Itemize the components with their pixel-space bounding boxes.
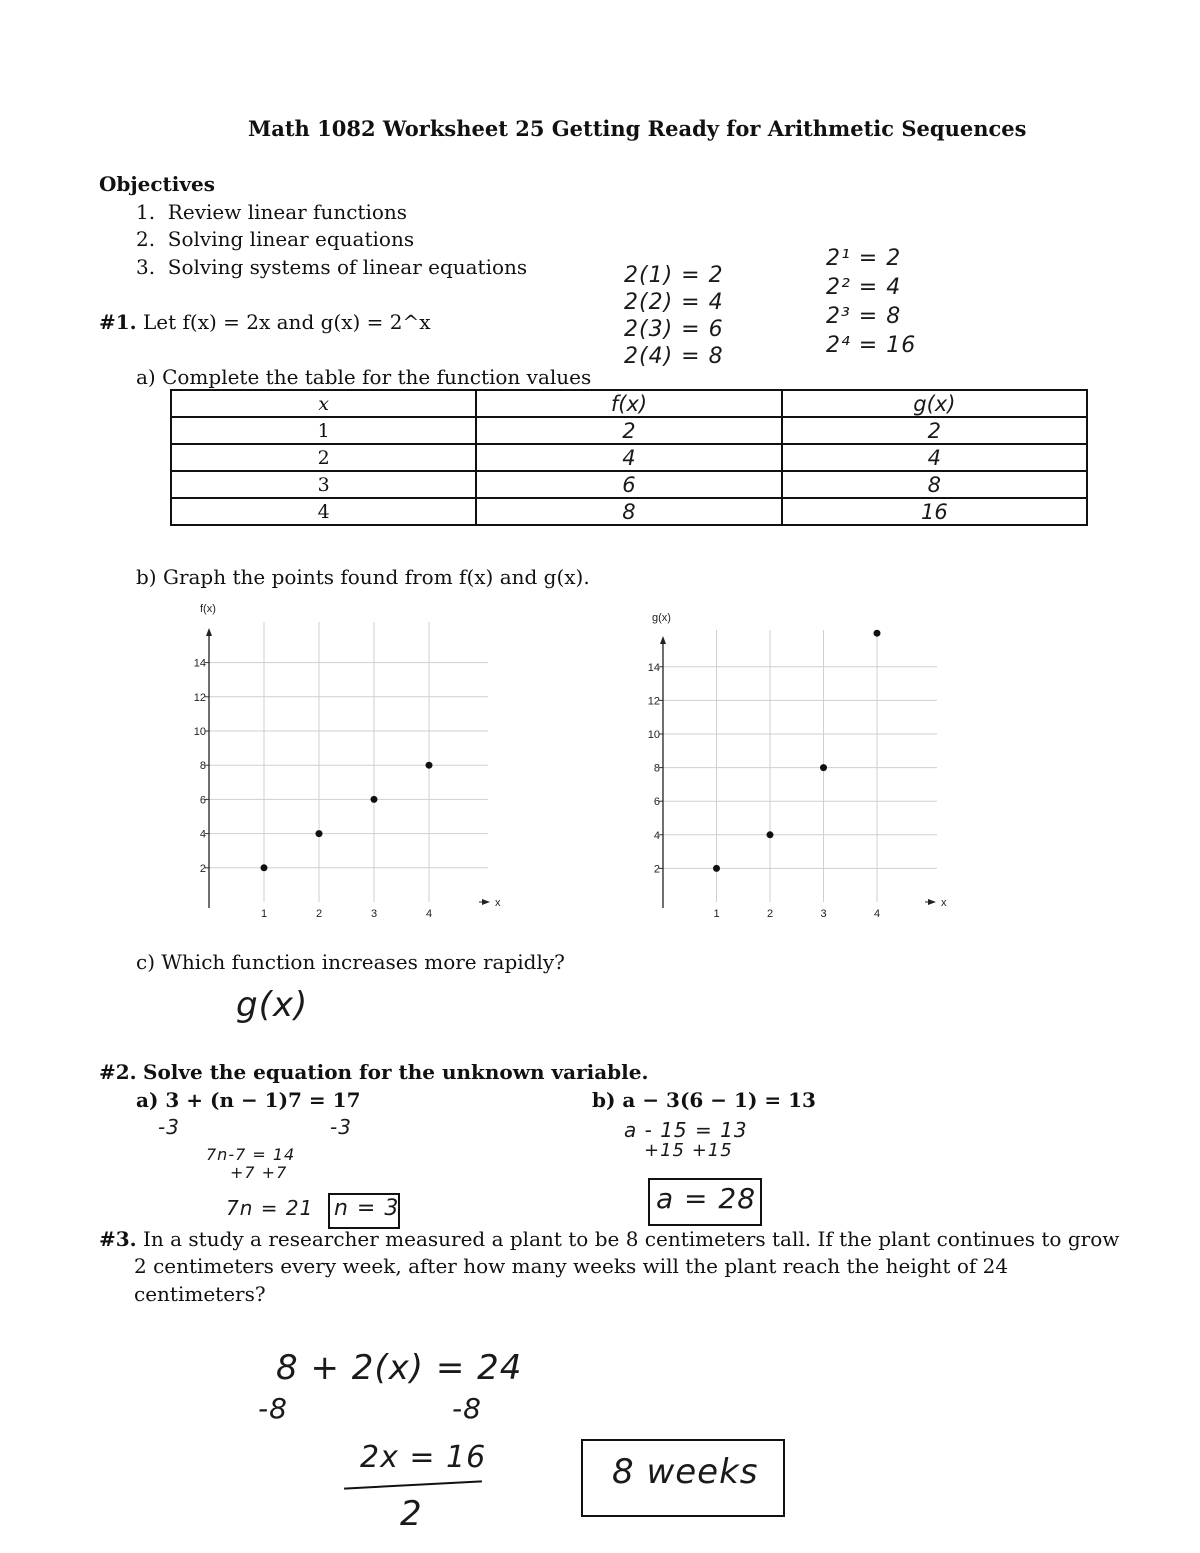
y-tick-label: 6 [199, 794, 206, 807]
hand-work-g-line: 2¹ = 2 [826, 246, 902, 271]
y-axis-arrow [660, 636, 666, 644]
work-2b-line1: a - 15 = 13 [624, 1118, 748, 1142]
table-cell-fx: 8 [476, 498, 781, 525]
hand-work-f-line: 2(3) = 6 [624, 317, 724, 342]
y-tick-label: 14 [193, 657, 206, 670]
y-tick-label: 12 [193, 691, 206, 704]
y-tick-label: 4 [199, 828, 206, 841]
hand-work-f-line: 2(2) = 4 [624, 290, 724, 315]
problem-2-text: Solve the equation for the unknown variable. [143, 1060, 649, 1084]
problem-3-line2: 2 centimeters every week, after how many weeks will the plant reach the height of 24 [134, 1254, 1009, 1278]
y-tick-label: 10 [193, 726, 206, 738]
problem-2b-equation: b) a − 3(6 − 1) = 13 [592, 1088, 816, 1112]
table-cell-x: 3 [171, 471, 476, 498]
objective-item-2-text: Solving linear equations [167, 227, 415, 251]
data-point [713, 865, 720, 872]
answer-1c: g(x) [236, 985, 309, 1025]
answer-2a: n = 3 [334, 1196, 400, 1221]
table-header-gx: g(x) [782, 390, 1087, 417]
hand-work-f-line: 2(1) = 2 [624, 263, 724, 288]
page-title: Math 1082 Worksheet 25 Getting Ready for Arithmetic Sequences [248, 116, 1027, 141]
objective-item-1: 1. Review linear functions [136, 200, 408, 224]
hand-work-f-line: 2(4) = 8 [624, 344, 724, 369]
objective-item-1-text: Review linear functions [167, 200, 408, 224]
work-3-minus8-left: -8 [258, 1392, 288, 1425]
y-tick-label: 12 [647, 695, 660, 708]
table-cell-gx: 16 [782, 498, 1087, 525]
problem-1c-prompt: c) Which function increases more rapidly? [136, 950, 565, 974]
x-tick-label: 1 [713, 908, 720, 920]
table-cell-fx: 6 [476, 471, 781, 498]
data-point [874, 630, 881, 637]
y-axis-arrow [206, 628, 212, 636]
data-point [371, 796, 378, 803]
x-tick-label: 2 [315, 908, 323, 920]
work-2a-minus3-right: -3 [330, 1115, 352, 1139]
work-3-minus8-right: -8 [452, 1392, 482, 1425]
objective-item-3: 3. Solving systems of linear equations [136, 255, 528, 279]
y-tick-label: 14 [647, 661, 660, 674]
y-tick-label: 8 [199, 760, 206, 773]
table-header-fx: f(x) [476, 390, 781, 417]
y-axis-label: g(x) [652, 612, 671, 624]
hand-work-g-line: 2⁴ = 16 [826, 333, 917, 358]
x-tick-label: 3 [820, 908, 827, 920]
y-tick-label: 8 [653, 762, 660, 775]
hand-work-g-line: 2² = 4 [826, 275, 902, 300]
work-2a-line2: +7 +7 [230, 1163, 288, 1182]
table-cell-x: 4 [171, 498, 476, 525]
problem-2-label: #2. [99, 1060, 137, 1084]
table-cell-gx: 2 [782, 417, 1087, 444]
work-3-divisor: 2 [400, 1494, 423, 1534]
work-3-equation: 8 + 2(x) = 24 [276, 1348, 523, 1388]
y-tick-label: 10 [647, 729, 660, 741]
problem-3-line3: centimeters? [134, 1282, 266, 1306]
table-header-x: x [171, 390, 476, 417]
y-axis-label: f(x) [200, 603, 216, 615]
hand-work-g-line: 2³ = 8 [826, 304, 902, 329]
objective-item-2: 2. Solving linear equations [136, 227, 415, 251]
x-tick-label: 2 [766, 908, 774, 920]
problem-3-label: #3. [99, 1227, 137, 1251]
problem-1a-prompt: a) Complete the table for the function values [136, 365, 592, 389]
table-cell-x: 1 [171, 417, 476, 444]
data-point [820, 764, 827, 771]
x-tick-label: 4 [873, 908, 881, 920]
table-cell-gx: 4 [782, 444, 1087, 471]
y-tick-label: 2 [199, 862, 206, 875]
data-point [767, 831, 774, 838]
work-3-line2: 2x = 16 [360, 1440, 487, 1475]
y-tick-label: 2 [653, 863, 660, 876]
x-tick-label: 3 [370, 908, 378, 920]
x-tick-label: 4 [425, 908, 433, 920]
objectives-heading: Objectives [99, 172, 215, 196]
answer-3: 8 weeks [612, 1452, 759, 1492]
problem-3-text-1: In a study a researcher measured a plant to be 8 centimeters tall. If the plant continues to grow [143, 1227, 1120, 1251]
work-2a-line1: 7n-7 = 14 [206, 1145, 296, 1164]
problem-2a-equation: a) 3 + (n − 1)7 = 17 [136, 1088, 361, 1112]
x-tick-label: 1 [260, 908, 268, 920]
objective-item-3-text: Solving systems of linear equations [167, 255, 528, 279]
data-point [316, 830, 323, 837]
work-2a-minus3-left: -3 [158, 1115, 180, 1139]
data-point [261, 864, 268, 871]
problem-2-statement [99, 1060, 648, 1084]
x-axis-label: x [941, 897, 947, 909]
table-cell-x: 2 [171, 444, 476, 471]
answer-2b: a = 28 [656, 1182, 757, 1215]
problem-3-line1 [99, 1227, 1119, 1251]
problem-1-text: Let f(x) = 2x and g(x) = 2^x [143, 310, 431, 334]
table-cell-fx: 2 [476, 417, 781, 444]
table-cell-fx: 4 [476, 444, 781, 471]
problem-1b-prompt: b) Graph the points found from f(x) and g(x). [136, 565, 590, 589]
work-2b-line2: +15 +15 [644, 1140, 733, 1161]
y-tick-label: 4 [653, 829, 660, 842]
data-point [426, 762, 433, 769]
problem-1-label: #1. [99, 310, 137, 334]
y-tick-label: 6 [653, 796, 660, 809]
work-2a-line3: 7n = 21 [226, 1196, 314, 1220]
x-axis-label: x [495, 897, 501, 909]
table-cell-gx: 8 [782, 471, 1087, 498]
